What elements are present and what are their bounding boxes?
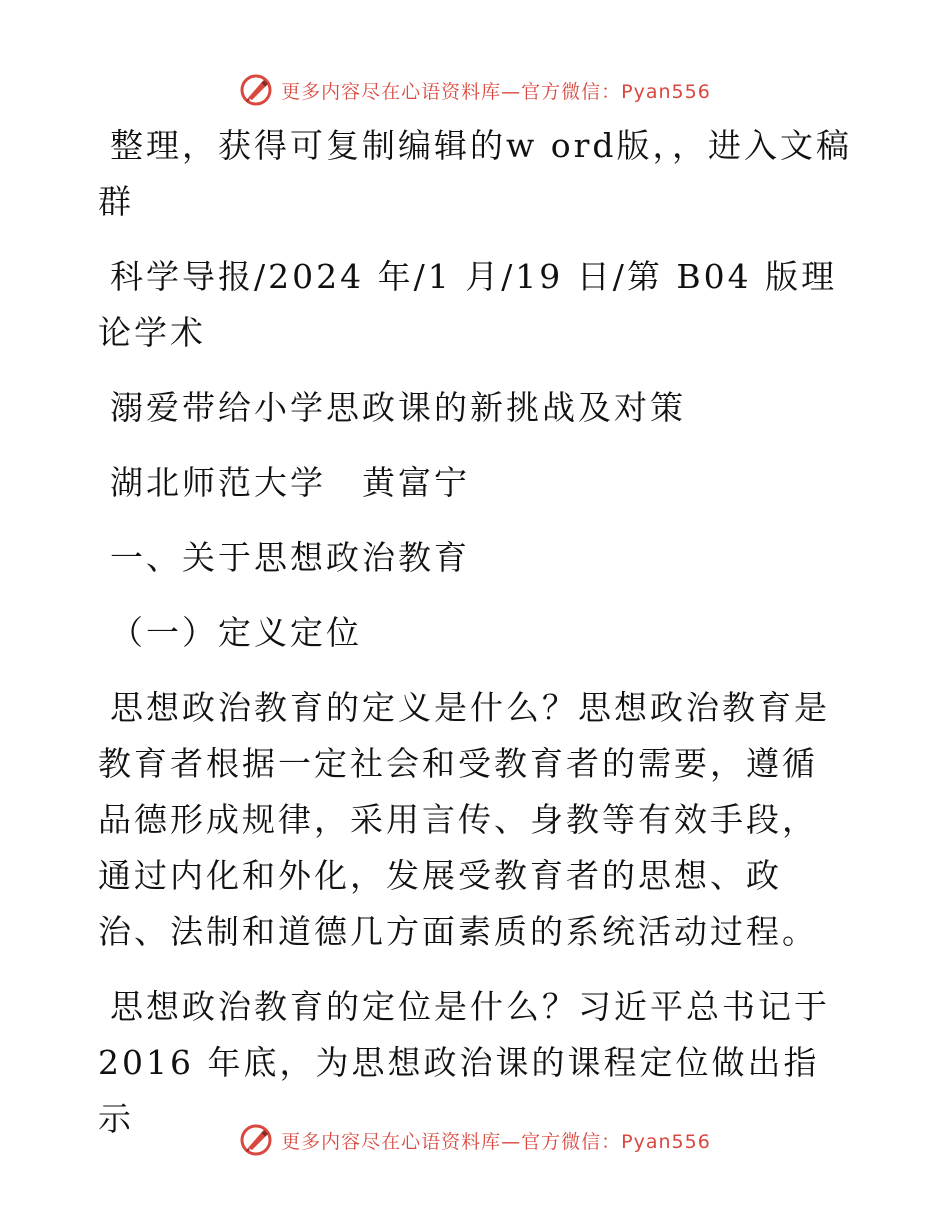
pen-seal-icon: [239, 1123, 273, 1157]
section-heading: 一、关于思想政治教育: [110, 538, 470, 577]
article-author: 湖北师范大学 黄富宁: [110, 463, 470, 502]
document-body: [98, 118, 853, 1166]
header-banner: [0, 70, 950, 110]
banner-label: 更多内容尽在心语资料库—官方微信：: [281, 80, 622, 103]
paragraph-positioning: 思想政治教育的定位是什么？习近平总书记于2016 年底，为思想政治课的课程定位做出指示: [98, 987, 830, 1138]
wechat-id: Pyan556: [621, 1130, 711, 1153]
pen-seal-icon: [239, 73, 273, 107]
subsection-heading: （一）定义定位: [110, 613, 362, 652]
article-title: 溺爱带给小学思政课的新挑战及对策: [110, 388, 686, 427]
banner-text: [281, 77, 711, 104]
paragraph-definition: 思想政治教育的定义是什么？思想政治教育是教育者根据一定社会和受教育者的需要，遵循品德形成规律，采用言传、身教等有效手段，通过内化和外化，发展受教育者的思想、政治、法制和道德几方面素质的系统活动过程。: [98, 688, 830, 951]
footer-banner: [0, 1120, 950, 1160]
paragraph-source: 科学导报/2024 年/1 月/19 日/第 B04 版理论学术: [98, 257, 838, 352]
wechat-id: Pyan556: [621, 80, 711, 103]
banner-text: [281, 1127, 711, 1154]
banner-label: 更多内容尽在心语资料库—官方微信：: [281, 1130, 622, 1153]
paragraph-intro: 整理，获得可复制编辑的w ord版，，进入文稿群: [98, 126, 853, 221]
